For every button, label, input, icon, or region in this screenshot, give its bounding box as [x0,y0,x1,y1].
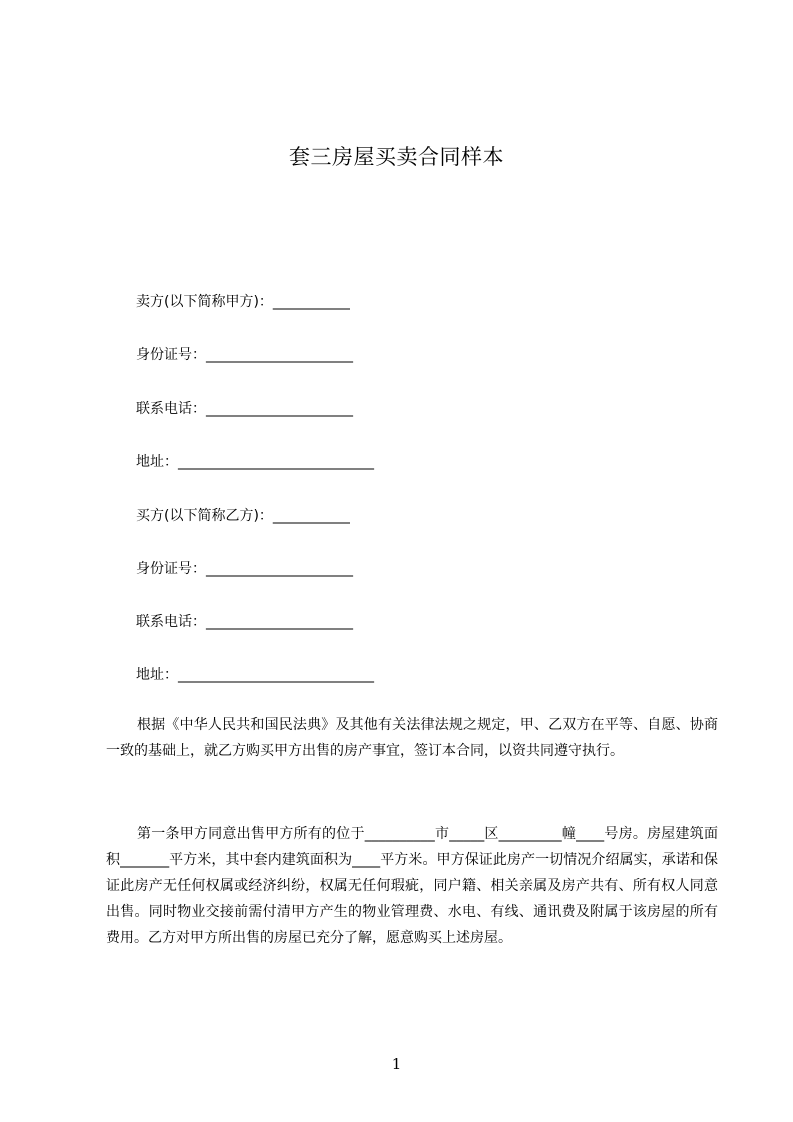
buyer-name-field: 买方(以下简称乙方)：___________ [136,508,350,524]
page-number: 1 [391,1055,402,1073]
article-1-paragraph: 第一条甲方同意出售甲方所有的位于__________市_____区_________幢____号房。房屋建筑面积_______平方米，其中套内建筑面积为____平方米。甲方保证此房产一切情况介绍属实，承诺和保证此房产无任何权属或经济纠纷，权属无任何瑕疵，同户籍、相关亲属及房产共有、所有权人同意出售。同时物业交接前需付清甲方产生的物业管理费、水电、有线、通讯费及附属于该房屋的所有费用。乙方对甲方所出售的房屋已充分了解，愿意购买上述房屋。 [106,826,718,946]
seller-id-field: 身份证号：_____________________ [136,347,353,363]
buyer-id-field: 身份证号：_____________________ [136,561,353,577]
buyer-phone-field: 联系电话：_____________________ [136,614,353,630]
buyer-address-field: 地址：____________________________ [136,667,374,683]
seller-name-field: 卖方(以下简称甲方)：___________ [136,294,350,310]
seller-address-field: 地址：____________________________ [136,454,374,470]
preamble-paragraph: 根据《中华人民共和国民法典》及其他有关法律法规之规定，甲、乙双方在平等、自愿、协商一致的基础上，就乙方购买甲方出售的房产事宜，签订本合同，以资共同遵守执行。 [106,717,718,759]
seller-phone-field: 联系电话：_____________________ [136,401,353,417]
document-title: 套三房屋买卖合同样本 [289,145,504,169]
